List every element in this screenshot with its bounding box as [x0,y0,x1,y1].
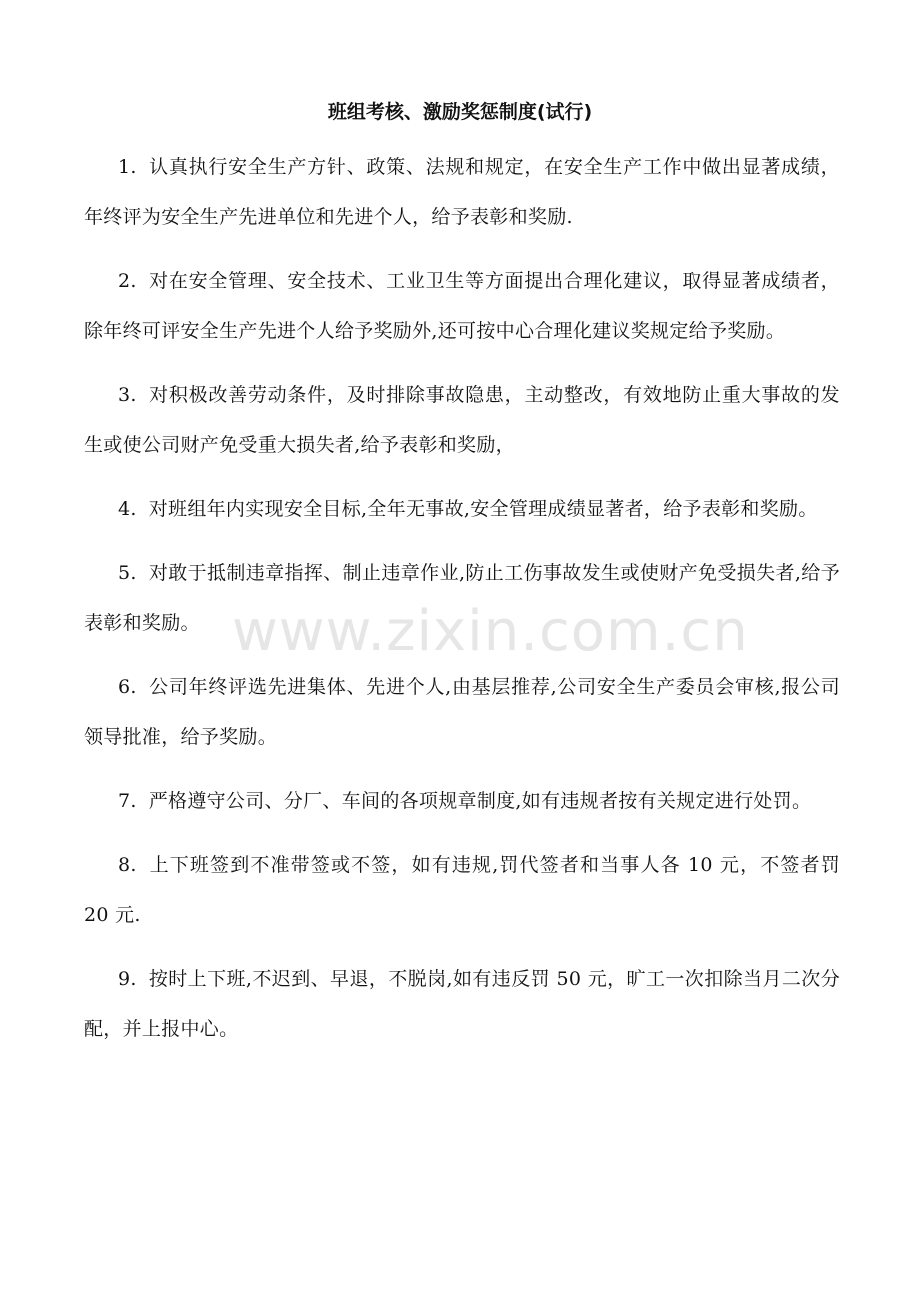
rule-number: 2. [118,270,137,292]
rule-number: 5. [118,562,137,584]
rule-number: 9. [118,968,137,990]
rule-item-7 [84,776,840,826]
rule-number: 6. [118,676,137,698]
rule-text: 公司年终评选先进集体、先进个人,由基层推荐,公司安全生产委员会审核,报公司领导批准，给予奖励。 [84,676,840,748]
rule-number: 4. [118,498,137,520]
document-title: 班组考核、激励奖惩制度(试行) [327,101,593,123]
rule-item-1 [84,142,840,242]
rule-text: 对积极改善劳动条件，及时排除事故隐患，主动整改，有效地防止重大事故的发生或使公司财产免受重大损失者,给予表彰和奖励， [84,384,840,456]
rule-number: 1. [118,156,137,178]
rule-text: 对在安全管理、安全技术、工业卫生等方面提出合理化建议，取得显著成绩者，除年终可评安全生产先进个人给予奖励外,还可按中心合理化建议奖规定给予奖励。 [84,270,840,342]
rule-text: 认真执行安全生产方针、政策、法规和规定，在安全生产工作中做出显著成绩，年终评为安全生产先进单位和先进个人，给予表彰和奖励. [84,156,840,228]
rule-number: 3. [118,384,137,406]
rule-item-9 [84,954,840,1054]
rule-text: 对班组年内实现安全目标,全年无事故,安全管理成绩显著者，给予表彰和奖励。 [148,498,818,520]
rule-item-3 [84,370,840,470]
rule-number: 8. [118,854,137,876]
rule-number: 7. [118,790,137,812]
rule-item-4 [84,484,840,534]
rule-text: 对敢于抵制违章指挥、制止违章作业,防止工伤事故发生或使财产免受损失者,给予表彰和奖励。 [84,562,840,634]
rule-text: 上下班签到不准带签或不签，如有违规,罚代签者和当事人各 10 元，不签者罚 20 元. [84,854,840,926]
rule-item-6 [84,662,840,762]
rule-list [84,142,840,1068]
watermark: www.zixin.com.cn [232,599,749,664]
rule-text: 严格遵守公司、分厂、车间的各项规章制度,如有违规者按有关规定进行处罚。 [148,790,812,812]
rule-item-2 [84,256,840,356]
rule-text: 按时上下班,不迟到、早退，不脱岗,如有违反罚 50 元，旷工一次扣除当月二次分配，并上报中心。 [84,968,840,1040]
rule-item-5 [84,548,840,648]
rule-item-8 [84,840,840,940]
